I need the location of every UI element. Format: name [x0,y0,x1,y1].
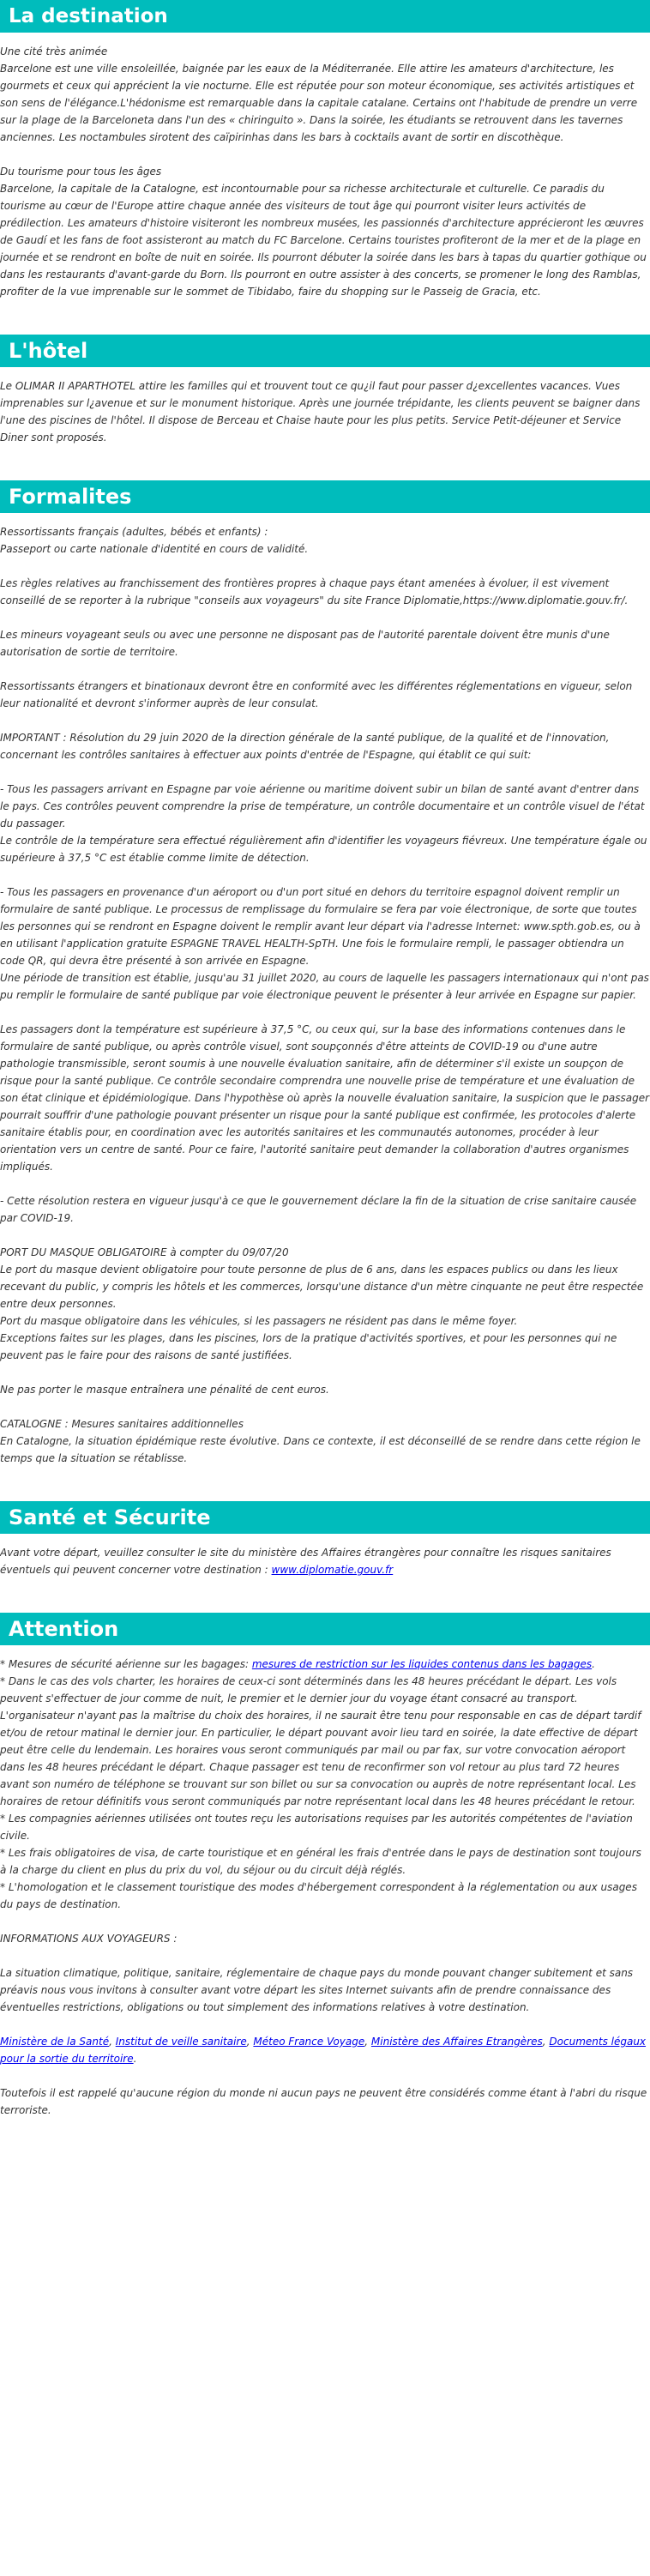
attention-links: Ministère de la Santé, Institut de veille sanitaire, Méteo France Voyage, Ministère des Affaires Etrangères, Documents légaux pour la sortie du territoire. [0,2036,647,2065]
destination-body [0,33,650,300]
formalites-body [0,513,650,1467]
attention-baggage-end: . [592,1658,595,1670]
attention-header: Attention [0,1613,650,1645]
formalites-header: Formalites [0,480,650,513]
formalites-mask-title: PORT DU MASQUE OBLIGATOIRE à compter du 09/07/20 [0,1246,289,1258]
sante-section [0,1501,650,1578]
formalites-border-rules: Les règles relatives au franchissement des frontières propres à chaque pays étant amenées à évoluer, il est vivement conseillé de se reporter à la rubrique "conseils aux voyageurs" du site France Diplomatie,https://www.diplomatie.gouv.fr/. [0,577,629,606]
formalites-mask-exceptions: Exceptions faites sur les plages, dans les piscines, lors de la pratique d'activités sportives, et pour les personnes qui ne peuvent pas le faire pour des raisons de santé justifiées. [0,1332,617,1361]
formalites-nationals-title: Ressortissants français (adultes, bébés et enfants) : [0,526,268,538]
formalites-transition: Une période de transition est établie, jusqu'au 31 juillet 2020, au cours de laquelle les passagers internationaux qui n'ont pas pu remplir le formulaire de santé publique par voie électronique peuvent le présenter à leur arrivée en Espagne sur papier. [0,972,649,1001]
destination-section [0,0,650,300]
formalites-resolution: - Cette résolution restera en vigueur jusqu'à ce que le gouvernement déclare la fin de la situation de crise sanitaire causée par COVID-19. [0,1195,637,1224]
meteo-france-link[interactable]: Méteo France Voyage [253,2036,365,2048]
attention-terrorism: Toutefois il est rappelé qu'aucune région du monde ni aucun pays ne peuvent être considérés comme étant à l'abri du risque terroriste. [0,2087,647,2116]
attention-info-text: La situation climatique, politique, sanitaire, réglementaire de chaque pays du monde pouvant changer subitement et sans préavis nous vous invitons à consulter avant votre départ les sites Internet suivants afin de prendre connaissance des éventuelles restrictions, obligations ou tout simplement des informations relatives à votre destination. [0,1967,634,2013]
formalites-section [0,480,650,1467]
formalites-catalogne-text: En Catalogne, la situation épidémique reste évolutive. Dans ce contexte, il est déconseillé de se rendre dans cette région le temps que la situation se rétablisse. [0,1435,641,1464]
destination-subtitle-2: Du tourisme pour tous les âges [0,166,162,178]
formalites-mask-vehicles: Port du masque obligatoire dans les véhicules, si les passagers ne résident pas dans le même foyer. [0,1315,518,1327]
formalites-foreigners: Ressortissants étrangers et binationaux devront être en conformité avec les différentes réglementations en vigueur, selon leur nationalité et devront s'informer auprès de leur consulat. [0,680,633,709]
formalites-minors: Les mineurs voyageant seuls ou avec une personne ne disposant pas de l'autorité parentale doivent être munis d'une autorisation de sortie de territoire. [0,629,610,658]
attention-section [0,1613,650,2119]
attention-charter: * Dans le cas des vols charter, les horaires de ceux-ci sont déterminés dans les 48 heures précédant le départ. Les vols peuvent s'effectuer de jour comme de nuit, le premier et le dernier jour du voyage étant consacré au transport. L'organisateur n'ayant pas la maîtrise du choix des horaires, il ne saurait être tenu pour responsable en cas de départ tardif et/ou de retour matinal le dernier jour. En particulier, le départ pouvant avoir lieu tard en soirée, la date effective de départ peut être celle du lendemain. Les horaires vous seront communiqués par mail ou par fax, sur votre convocation aéroport dans les 48 heures précédant le départ. Chaque passager est tenu de reconfirmer son vol retour au plus tard 72 heures avant son numéro de téléphone se trouvant sur son billet ou sur sa convocation ou auprès de notre représentant local. Les horaires de retour définitifs vous seront communiqués par notre représentant local dans les 48 heures précédant le retour. [0,1675,641,1807]
attention-classification: * L'homologation et le classement touristique des modes d'hébergement correspondent à la réglementation ou aux usages du pays de destination. [0,1881,637,1910]
formalites-important: IMPORTANT : Résolution du 29 juin 2020 de la direction générale de la santé publique, de la qualité et de l'innovation, concernant les contrôles sanitaires à effectuer aux points d'entrée de l'Espagne, qui établit ce qui suit: [0,732,610,761]
diplomatie-link[interactable]: www.diplomatie.gouv.fr [271,1564,394,1576]
attention-info-title: INFORMATIONS AUX VOYAGEURS : [0,1933,178,1945]
attention-fees: * Les frais obligatoires de visa, de carte touristique et en général les frais d'entrée dans le pays de destination sont toujours à la charge du client en plus du prix du vol, du séjour ou du circuit déjà réglés. [0,1847,641,1876]
attention-baggage [0,1656,650,1673]
hotel-paragraph: Le OLIMAR II APARTHOTEL attire les familles qui et trouvent tout ce qu¿il faut pour passer d¿excellentes vacances. Vues imprenables sur l¿avenue et sur le monument historique. Après une journée trépidante, les clients peuvent se baigner dans l'une des piscines de l'hôtel. Il dispose de Berceau et Chaise haute pour les plus petits. Service Petit-déjeuner et Service Diner sont proposés. [0,380,641,443]
veille-sanitaire-link[interactable]: Institut de veille sanitaire [115,2036,247,2048]
affaires-etrangeres-link[interactable]: Ministère des Affaires Etrangères [370,2036,543,2048]
attention-baggage-text: * Mesures de sécurité aérienne sur les bagages: [0,1658,252,1670]
sante-body [0,1534,650,1578]
formalites-mask-rule: Le port du masque devient obligatoire pour toute personne de plus de 6 ans, dans les espaces publics ou dans les lieux recevant du public, y compris les hôtels et les commerces, lorsqu'une distance d'un mètre cinquante ne peut être respectée entre deux personnes. [0,1264,644,1310]
sante-paragraph [0,1544,650,1578]
formalites-secondary-check: Les passagers dont la température est supérieure à 37,5 °C, ou ceux qui, sur la base des informations contenues dans le formulaire de santé publique, ou après contrôle visuel, sont soupçonnés d'être atteints de COVID-19 ou d'une autre pathologie transmissible, seront soumis à une nouvelle évaluation sanitaire, afin de déterminer s'il existe un soupçon de risque pour la santé publique. Ce contrôle secondaire comprendra une nouvelle prise de température et une évaluation de son état clinique et épidémiologique. Dans l'hypothèse où après la nouvelle évaluation sanitaire, la suspicion que le passager pourrait souffrir d'une pathologie pouvant présenter un risque pour la santé publique est confirmée, les protocoles d'alerte sanitaire établis pour, en coordination avec les autorités sanitaires et les communautés autonomes, procéder à leur orientation vers un centre de santé. Pour ce faire, l'autorité sanitaire peut demander la collaboration d'autres organismes impliqués. [0,1023,650,1173]
formalites-temperature: Le contrôle de la température sera effectué régulièrement afin d'identifier les voyageurs fiévreux. Une température égale ou supérieure à 37,5 °C est établie comme limite de détection. [0,835,647,864]
destination-paragraph-2: Barcelone, la capitale de la Catalogne, est incontournable pour sa richesse architecturale et culturelle. Ce paradis du tourisme au cœur de l'Europe attire chaque année des visiteurs de tout âge qui pourront visiter leurs activités de prédilection. Les amateurs d'histoire visiteront les nombreux musées, les passionnés d'architecture apprécieront les œuvres de Gaudí et les fans de foot assisteront au match du FC Barcelone. Certains touristes profiteront de la mer et de la plage en journée et se rendront en boîte de nuit en soirée. Ils pourront débuter la soirée dans les bars à tapas du quartier gothique ou dans les restaurants d'avant-garde du Born. Ils pourront en outre assister à des concerts, se promener le long des Ramblas, profiter de la vue imprenable sur le sommet de Tibidabo, faire du shopping sur le Passeig de Gracia, etc. [0,183,647,298]
destination-paragraph-1: Barcelone est une ville ensoleillée, baignée par les eaux de la Méditerranée. Elle attire les amateurs d'architecture, les gourmets et ceux qui apprécient la vie nocturne. Elle est réputée pour son moteur économique, ses activités artistiques et son sens de l'élégance.L'hédonisme est remarquable dans la capitale catalane. Certains ont l'habitude de prendre un verre sur la plage de la Barceloneta dans l'un des « chiringuito ». Dans la soirée, les étudiants se retrouvent dans les tavernes anciennes. Les noctambules sirotent des caïpirinhas dans les bars à cocktails avant de sortir en discothèque. [0,63,638,143]
sante-header: Santé et Sécurite [0,1501,650,1534]
hotel-header: L'hôtel [0,335,650,367]
formalites-nationals-docs: Passeport ou carte nationale d'identité en cours de validité. [0,543,309,555]
formalites-health-form: - Tous les passagers en provenance d'un aéroport ou d'un port situé en dehors du territoire espagnol doivent remplir un formulaire de santé publique. Le processus de remplissage du formulaire se fera par voie électronique, de sorte que toutes les personnes qui se rendront en Espagne doivent le remplir avant leur départ via l'adresse Internet: www.spth.gob.es, ou à en utilisant l'application gratuite ESPAGNE TRAVEL HEALTH-SpTH. Une fois le formulaire rempli, le passager obtiendra un code QR, qui devra être présenté à son arrivée en Espagne. [0,886,641,967]
liquids-restriction-link[interactable]: mesures de restriction sur les liquides contenus dans les bagages [251,1658,593,1670]
ministere-sante-link[interactable]: Ministère de la Santé [0,2036,110,2048]
hotel-body [0,367,650,446]
formalites-catalogne-title: CATALOGNE : Mesures sanitaires additionnelles [0,1418,244,1430]
formalites-health-check: - Tous les passagers arrivant en Espagne par voie aérienne ou maritime doivent subir un bilan de santé avant d'entrer dans le pays. Ces contrôles peuvent comprendre la prise de température, un contrôle documentaire et un contrôle visuel de l'état du passager. [0,783,645,830]
sante-text: Avant votre départ, veuillez consulter le site du ministère des Affaires étrangères pour connaître les risques sanitaires éventuels qui peuvent concerner votre destination : [0,1547,611,1576]
documents-legaux-link[interactable]: Documents légaux pour la sortie du territoire [0,2036,647,2065]
hotel-section [0,335,650,446]
formalites-mask-penalty: Ne pas porter le masque entraînera une pénalité de cent euros. [0,1384,329,1396]
destination-header: La destination [0,0,650,33]
destination-subtitle-1: Une cité très animée [0,45,108,57]
attention-airlines: * Les compagnies aériennes utilisées ont toutes reçu les autorisations requises par les autorités compétentes de l'aviation civile. [0,1813,633,1842]
attention-body [0,1645,650,2119]
